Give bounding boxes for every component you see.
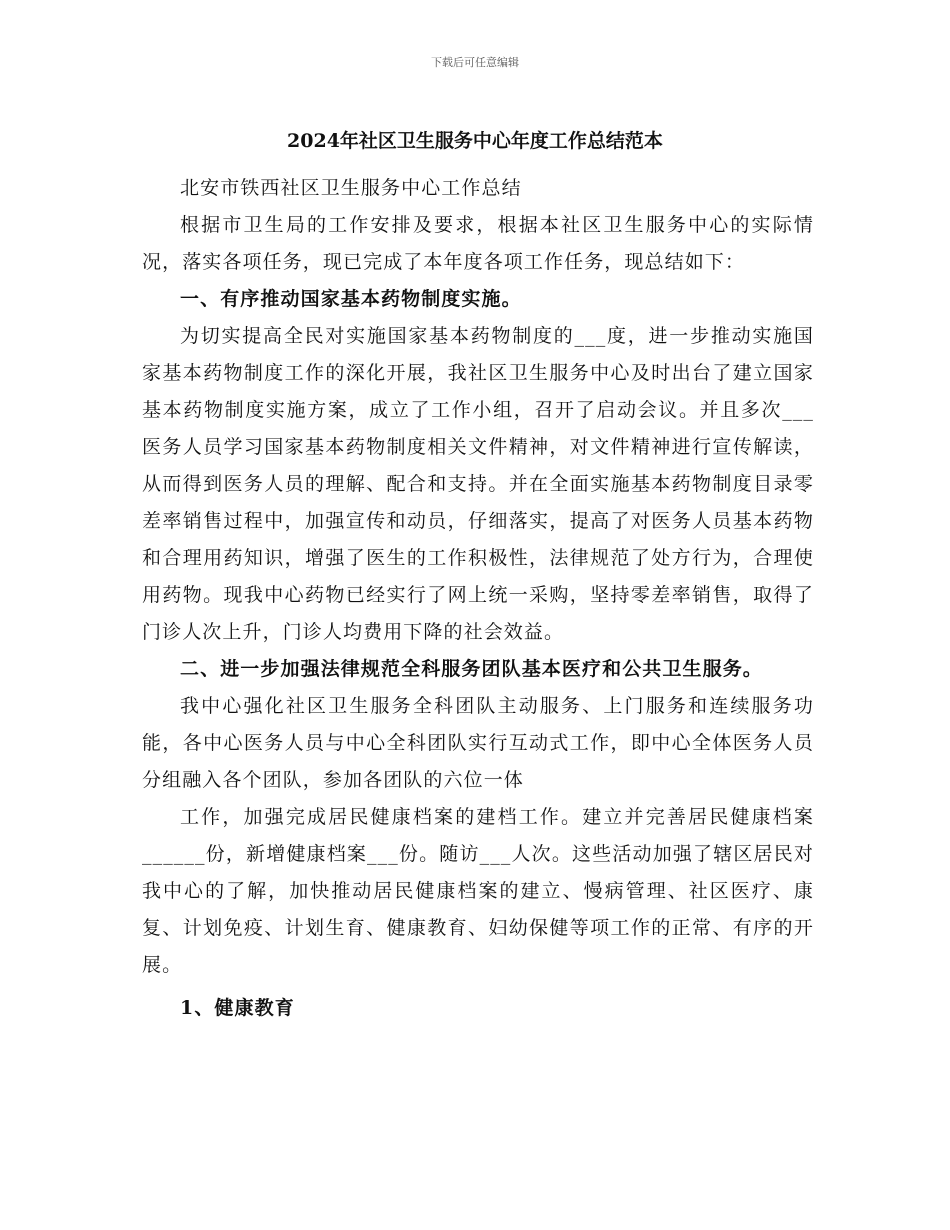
page-header-note: 下载后可任意编辑 xyxy=(431,56,519,69)
section-2-paragraph-1: 我中心强化社区卫生服务全科团队主动服务、上门服务和连续服务功能，各中心医务人员与中心全科团队实行互动式工作，即中心全体医务人员分组融入各个团队，参加各团队的六位一体 xyxy=(142,695,814,791)
section-1-heading: 一、有序推动国家基本药物制度实施。 xyxy=(180,288,522,310)
intro-paragraph: 根据市卫生局的工作安排及要求，根据本社区卫生服务中心的实际情况，落实各项任务，现已完成了本年度各项工作任务，现总结如下： xyxy=(142,214,814,273)
sub-heading-health-education: 1、健康教育 xyxy=(180,997,295,1019)
section-2-paragraph-2: 工作，加强完成居民健康档案的建档工作。建立并完善居民健康档案______份，新增健康档案___份。随访___人次。这些活动加强了辖区居民对我中心的了解，加快推动居民健康档案的建立、慢病管理、社区医疗、康复、计划免疫、计划生育、健康教育、妇幼保健等项工作的正常、有序的开展。 xyxy=(142,806,814,976)
section-2-heading: 二、进一步加强法律规范全科服务团队基本医疗和公共卫生服务。 xyxy=(180,658,763,680)
document-title: 2024年社区卫生服务中心年度工作总结范本 xyxy=(287,130,663,152)
section-1-paragraph: 为切实提高全民对实施国家基本药物制度的___度，进一步推动实施国家基本药物制度工作的深化开展，我社区卫生服务中心及时出台了建立国家基本药物制度实施方案，成立了工作小组，召开了启动会议。并且多次___医务人员学习国家基本药物制度相关文件精神，对文件精神进行宣传解读，从而得到医务人员的理解、配合和支持。并在全面实施基本药物制度目录零差率销售过程中，加强宣传和动员，仔细落实，提高了对医务人员基本药物和合理用药知识，增强了医生的工作积极性，法律规范了处方行为，合理使用药物。现我中心药物已经实行了网上统一采购，坚持零差率销售，取得了门诊人次上升，门诊人均费用下降的社会效益。 xyxy=(142,325,814,643)
document-body xyxy=(142,170,814,1027)
document-subtitle: 北安市铁西社区卫生服务中心工作总结 xyxy=(180,177,522,199)
